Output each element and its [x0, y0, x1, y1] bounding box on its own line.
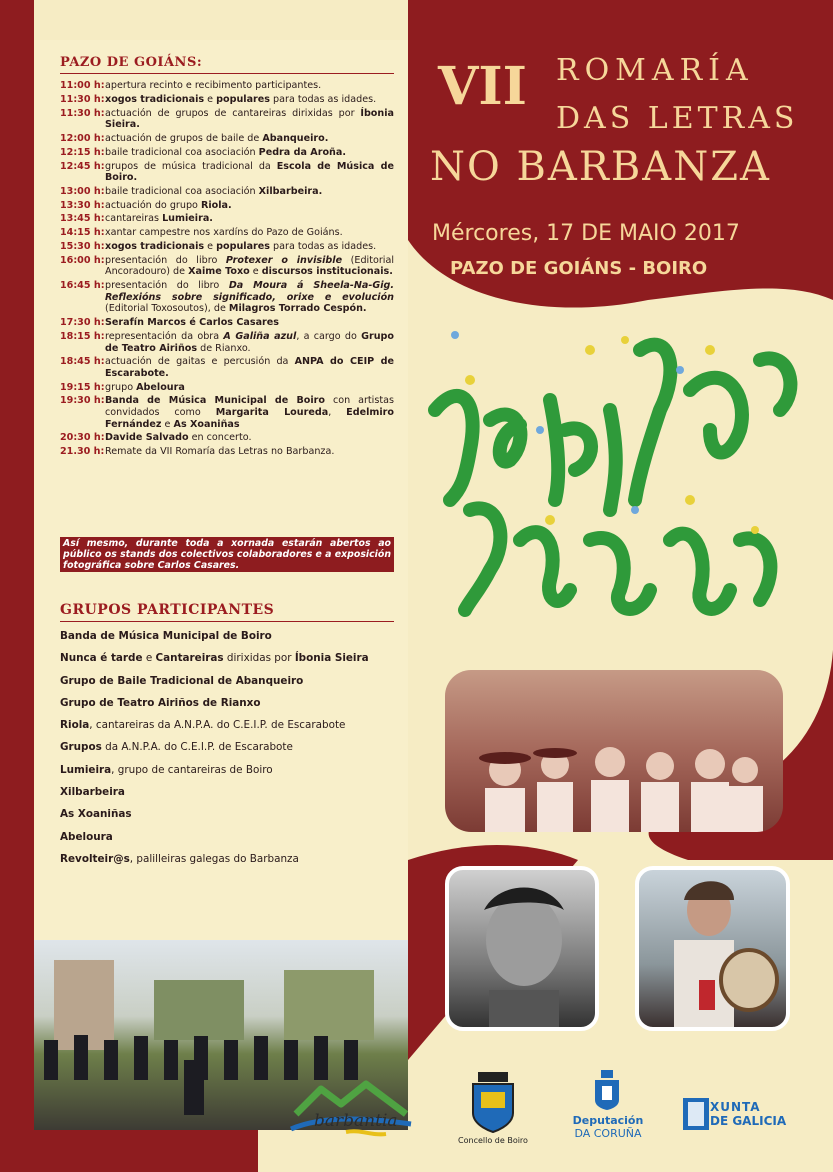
- schedule-time: 12:45 h:: [60, 160, 105, 172]
- title-block: [410, 40, 830, 290]
- title-numeral: VII: [438, 56, 527, 117]
- plain-text: dirixidas por: [223, 652, 295, 665]
- schedule-row: [60, 147, 394, 159]
- plain-text: presentación do libro: [105, 280, 229, 292]
- plain-text: (Editorial Ancoradouro) de: [105, 254, 394, 278]
- schedule-row: [60, 331, 394, 354]
- schedule-time: 14:15 h:: [60, 227, 105, 239]
- group-item: [60, 784, 394, 806]
- schedule-time: 17:30 h:: [60, 317, 105, 329]
- highlight-text: Cantareiras: [155, 652, 224, 665]
- highlight-text: A Galiña azul: [223, 330, 297, 342]
- plain-text: con artistas convidados como: [105, 395, 394, 419]
- plain-text: da A.N.P.A. do C.E.I.P. de Escarabote: [101, 741, 293, 754]
- plain-text: e: [161, 418, 174, 430]
- title-line2: DAS LETRAS: [556, 101, 799, 136]
- schedule-row: [60, 186, 394, 198]
- plain-text: representación da obra: [105, 330, 224, 342]
- schedule-time: 15:30 h:: [60, 241, 105, 252]
- schedule-row: [60, 108, 394, 131]
- schedule-time: 19:30 h:: [60, 395, 105, 407]
- schedule-description: [105, 317, 394, 329]
- highlight-text: Davide Salvado: [105, 432, 189, 444]
- plain-text: ,: [328, 407, 347, 419]
- schedule-time: 16:45 h:: [60, 280, 105, 292]
- schedule-title: PAZO DE GOIÁNS:: [60, 55, 203, 70]
- group-item: [60, 829, 394, 851]
- schedule-description: [105, 241, 394, 253]
- plain-text: Remate da VII Romaría das Letras no Barbanza.: [105, 446, 335, 458]
- schedule-time: 13:45 h:: [60, 213, 105, 225]
- crowd-photo-image: [445, 670, 783, 832]
- highlight-text: populares: [216, 241, 270, 252]
- portrait-photo-left: [445, 866, 599, 1031]
- schedule-description: [105, 395, 394, 430]
- plain-text: grupo: [105, 381, 137, 393]
- highlight-text: Da Moura á Sheela-Na-Gig. Reflexións sobre significado, orixe e evolución: [105, 280, 395, 303]
- highlight-text: xogos tradicionais: [105, 241, 205, 252]
- schedule-description: [105, 255, 394, 278]
- schedule-time: 11:30 h:: [60, 93, 105, 105]
- sponsor-logos: [258, 1062, 833, 1172]
- plain-text: grupos de música tradicional da: [105, 160, 277, 172]
- schedule-time: 13:00 h:: [60, 185, 105, 197]
- highlight-text: Xilbarbeira: [60, 786, 125, 799]
- schedule-list: [60, 80, 394, 460]
- title-line1: ROMARÍA: [556, 53, 754, 88]
- plain-text: xantar campestre nos xardíns do Pazo de Goiáns.: [105, 227, 343, 239]
- schedule-description: [105, 133, 394, 145]
- schedule-time: 12:00 h:: [60, 132, 105, 144]
- highlight-text: Abanqueiro.: [262, 132, 329, 144]
- schedule-row: [60, 255, 394, 278]
- plain-text: , palilleiras galegas do Barbanza: [129, 852, 299, 865]
- portrait-left-image: [449, 870, 595, 1027]
- highlight-text: discursos institucionais.: [261, 266, 393, 278]
- highlight-text: Grupo de Teatro Airiños de Rianxo: [60, 696, 261, 709]
- plain-text: , a cargo do: [296, 330, 362, 342]
- plain-text: e: [204, 241, 217, 252]
- highlight-text: Protexer o invisible: [225, 254, 343, 266]
- plain-text: baile tradicional coa asociación: [105, 185, 259, 197]
- plain-text: actuación do grupo: [105, 199, 201, 211]
- plain-text: actuación de grupos de cantareiras dirixidas por: [105, 107, 361, 119]
- plain-text: e: [142, 652, 156, 665]
- barbantia-logo: [286, 1074, 416, 1144]
- xunta-line1: XUNTA: [710, 1100, 761, 1114]
- concello-de-boiro-logo: [463, 1068, 523, 1138]
- highlight-text: ANPA do CEIP de Escarabote.: [105, 356, 394, 379]
- plain-text: para todas as idades.: [270, 241, 377, 252]
- schedule-time: 11:30 h:: [60, 107, 105, 119]
- plain-text: cantareiras: [105, 213, 163, 225]
- highlight-text: Grupo de Baile Tradicional de Abanqueiro: [60, 674, 304, 687]
- highlight-text: xogos tradicionais: [105, 93, 205, 105]
- schedule-description: [105, 446, 394, 458]
- group-item: [60, 739, 394, 761]
- schedule-time: 19:15 h:: [60, 381, 105, 393]
- highlight-text: Pedra da Aroña.: [258, 146, 346, 158]
- schedule-description: [105, 200, 394, 212]
- schedule-description: [105, 432, 394, 444]
- group-item: [60, 851, 394, 873]
- concello-label: Concello de Boiro: [458, 1136, 528, 1145]
- plain-text: e: [249, 266, 262, 278]
- highlight-text: Edelmiro Fernández: [105, 407, 394, 430]
- schedule-row: [60, 161, 394, 184]
- schedule-row: [60, 432, 394, 444]
- group-item: [60, 717, 394, 739]
- highlight-text: Íbonia Sieira: [294, 652, 369, 665]
- group-item: [60, 695, 394, 717]
- schedule-description: [105, 227, 394, 239]
- groups-rule: [60, 621, 394, 622]
- schedule-time: 12:15 h:: [60, 146, 105, 158]
- schedule-description: [105, 186, 394, 198]
- schedule-description: [105, 356, 394, 379]
- plain-text: apertura recinto e recibimento participantes.: [105, 80, 322, 91]
- group-item: [60, 650, 394, 672]
- highlight-text: Riola.: [200, 199, 232, 211]
- xunta-line2: DE GALICIA: [710, 1114, 787, 1128]
- highlight-text: Lumieira.: [162, 213, 213, 225]
- schedule-description: [105, 94, 394, 106]
- schedule-row: [60, 80, 394, 92]
- portrait-photo-right: [635, 866, 790, 1031]
- schedule-row: [60, 94, 394, 106]
- groups-list: [60, 628, 394, 873]
- group-item: [60, 673, 394, 695]
- plain-text: actuación de gaitas e percusión da: [105, 356, 295, 368]
- group-item: [60, 762, 394, 784]
- event-date: Mércores, 17 DE MAIO 2017: [432, 221, 740, 246]
- highlight-text: Grupo de Teatro Airiños: [105, 330, 394, 354]
- deputacion-line1: Deputación: [572, 1114, 644, 1127]
- highlight-text: Revolteir@s: [60, 852, 130, 865]
- schedule-description: [105, 80, 394, 92]
- deputacion-logo-icon: [592, 1068, 622, 1112]
- highlight-text: Milagros Torrado Cespón.: [228, 303, 367, 315]
- highlight-text: Abeloura: [60, 830, 113, 843]
- notice-box: Así mesmo, durante toda a xornada estarán abertos ao público os stands dos colectivos colaboradores e a exposición fotográfica sobre Carlos Casares.: [60, 537, 394, 572]
- highlight-text: As Xoaniñas: [60, 808, 132, 821]
- groups-title: GRUPOS PARTICIPANTES: [60, 602, 275, 618]
- deputacion-line2: DA CORUÑA: [574, 1127, 642, 1140]
- highlight-text: populares: [216, 93, 270, 105]
- schedule-row: [60, 317, 394, 329]
- highlight-text: Serafín Marcos é Carlos Casares: [105, 317, 280, 329]
- plain-text: de Rianxo.: [197, 342, 251, 354]
- plain-text: presentación do libro: [105, 254, 226, 266]
- highlight-text: Escola de Música de Boiro.: [105, 160, 394, 184]
- schedule-rule: [60, 73, 394, 74]
- schedule-time: 16:00 h:: [60, 254, 105, 266]
- plain-text: baile tradicional coa asociación: [105, 146, 259, 158]
- schedule-row: [60, 395, 394, 430]
- group-item: [60, 806, 394, 828]
- highlight-text: Xaime Toxo: [188, 266, 250, 278]
- schedule-row: [60, 356, 394, 379]
- schedule-row: [60, 280, 394, 315]
- schedule-description: [105, 147, 394, 159]
- barbantia-logo-text: barbantia: [314, 1111, 398, 1131]
- schedule-row: [60, 227, 394, 239]
- schedule-row: [60, 446, 394, 458]
- schedule-description: [105, 213, 394, 225]
- plain-text: actuación de grupos de baile de: [105, 132, 263, 144]
- plain-text: , grupo de cantareiras de Boiro: [111, 763, 273, 776]
- schedule-time: 20:30 h:: [60, 432, 105, 444]
- schedule-description: [105, 382, 394, 394]
- plain-text: en concerto.: [188, 432, 252, 444]
- highlight-text: As Xoaniñas: [173, 418, 240, 430]
- schedule-time: 21.30 h:: [60, 446, 105, 458]
- schedule-row: [60, 133, 394, 145]
- highlight-text: Abeloura: [136, 381, 185, 393]
- portrait-right-image: [639, 870, 786, 1027]
- title-line3: NO BARBANZA: [430, 144, 771, 190]
- schedule-time: 11:00 h:: [60, 80, 105, 91]
- highlight-text: Banda de Música Municipal de Boiro: [105, 395, 325, 407]
- plain-text: para todas as idades.: [270, 93, 377, 105]
- dancing-letters-illustration: [410, 310, 810, 670]
- plain-text: e: [204, 93, 217, 105]
- crowd-photo: [445, 670, 783, 832]
- plain-text: , cantareiras da A.N.P.A. do C.E.I.P. de Escarabote: [89, 719, 346, 732]
- highlight-text: Íbonia Sieira.: [105, 107, 394, 131]
- highlight-text: Riola: [60, 719, 90, 732]
- event-place: PAZO DE GOIÁNS - BOIRO: [450, 258, 708, 279]
- schedule-row: [60, 382, 394, 394]
- schedule-description: [105, 161, 394, 184]
- highlight-text: Banda de Música Municipal de Boiro: [60, 630, 272, 642]
- highlight-text: Grupos: [60, 741, 102, 754]
- schedule-time: 18:45 h:: [60, 356, 105, 368]
- highlight-text: Xilbarbeira.: [258, 185, 323, 197]
- plain-text: (Editorial Toxosoutos), de: [105, 303, 229, 315]
- highlight-text: Nunca é tarde: [60, 652, 143, 665]
- xunta-logo-icon: [683, 1098, 709, 1130]
- schedule-description: [105, 108, 394, 131]
- schedule-time: 13:30 h:: [60, 199, 105, 211]
- highlight-text: Lumieira: [60, 763, 112, 776]
- schedule-description: [105, 280, 394, 315]
- schedule-row: [60, 241, 394, 253]
- schedule-time: 18:15 h:: [60, 330, 105, 342]
- schedule-row: [60, 200, 394, 212]
- highlight-text: Margarita Loureda: [215, 407, 329, 419]
- schedule-row: [60, 213, 394, 225]
- group-item: [60, 628, 394, 650]
- schedule-description: [105, 331, 394, 354]
